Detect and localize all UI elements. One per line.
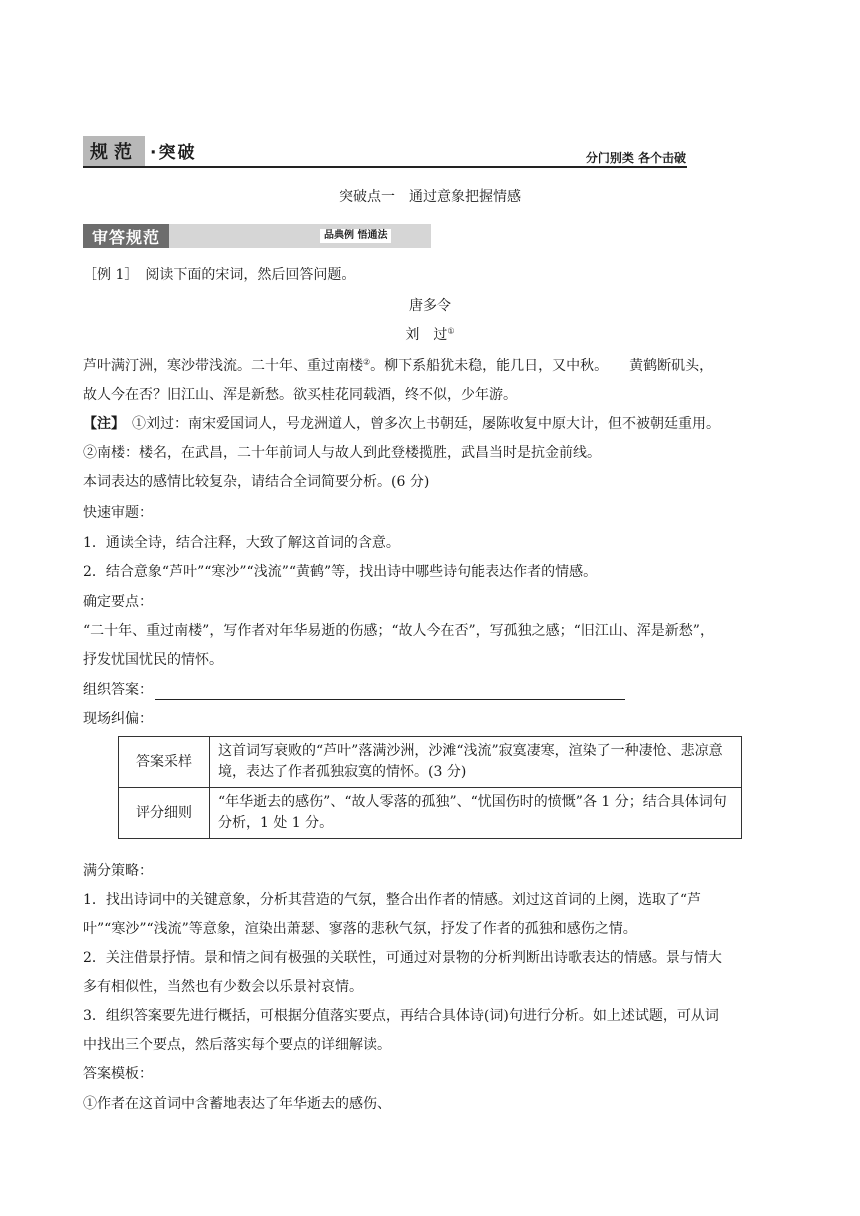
breakthrough-title: 突破点一 通过意象把握情感 <box>339 189 521 205</box>
strategy-3-line-2: 中找出三个要点，然后落实每个要点的详细解读。 <box>83 1037 391 1053</box>
poem-line-2: 故人今在否？旧江山、浑是新愁。欲买桂花同载酒，终不似，少年游。 <box>83 387 517 403</box>
key-points-line-1: “二十年、重过南楼”，写作者对年华易逝的伤感；“故人今在否”，写孤独之感；“旧江山、浑是新愁”， <box>83 623 714 639</box>
header-rule <box>83 166 687 168</box>
note-2: ②南楼：楼名，在武昌，二十年前词人与故人到此登楼揽胜，武昌当时是抗金前线。 <box>83 445 601 461</box>
answer-blank[interactable] <box>155 685 625 700</box>
strategy-1-line-2: 叶”“寒沙”“浅流”等意象，渲染出萧瑟、寥落的悲秋气氛，抒发了作者的孤独和感伤之情。 <box>83 921 637 937</box>
template-line-1: ①作者在这首词中含蓄地表达了年华逝去的感伤、 <box>83 1096 391 1112</box>
shenda-strip <box>169 224 431 248</box>
quick-review-item-1: 1．通读全诗，结合注释，大致了解这首词的含意。 <box>83 535 400 551</box>
poem-author: 刘 过① <box>405 326 455 343</box>
shenda-tag: 品典例 悟通法 <box>320 229 391 243</box>
key-points-line-2: 抒发忧国忧民的情怀。 <box>83 652 223 668</box>
poem-line-1: 芦叶满汀洲，寒沙带浅流。二十年、重过南楼②。柳下系船犹未稳，能几日，又中秋。 黄鹤断矶头， <box>83 357 714 374</box>
shenda-label: 审答规范 <box>83 224 169 248</box>
section-badge: 规范 <box>83 136 145 166</box>
strategy-3-line-1: 3．组织答案要先进行概括，可根据分值落实要点，再结合具体诗(词)句进行分析。如上述试题，可从词 <box>83 1008 719 1024</box>
note-1: 【注】 ①刘过：南宋爱国词人，号龙洲道人，曾多次上书朝廷，屡陈收复中原大计，但不被朝廷重用。 <box>83 416 720 432</box>
key-points-label: 确定要点： <box>83 594 153 610</box>
table-row <box>119 788 742 839</box>
table-cell-label: 答案采样 <box>119 737 210 788</box>
grading-table <box>118 736 742 839</box>
strategy-1-line-1: 1．找出诗词中的关键意象，分析其营造的气氛，整合出作者的情感。刘过这首词的上阕，选取了“芦 <box>83 892 702 908</box>
strategy-2-line-2: 多有相似性，当然也有少数会以乐景衬哀情。 <box>83 979 363 995</box>
organize-answer: 组织答案： <box>83 680 777 700</box>
table-cell-label: 评分细则 <box>119 788 210 839</box>
quick-review-item-2: 2．结合意象“芦叶”“寒沙”“浅流”“黄鹤”等，找出诗中哪些诗句能表达作者的情感。 <box>83 564 598 580</box>
table-row <box>119 737 742 788</box>
section-subheading: 分门别类 各个击破 <box>585 151 686 165</box>
poem-title: 唐多令 <box>409 298 451 314</box>
example-intro: ［例 1］ 阅读下面的宋词，然后回答问题。 <box>83 267 356 283</box>
section-heading: ·突破 <box>150 143 197 163</box>
template-label: 答案模板： <box>83 1066 153 1082</box>
correction-label: 现场纠偏： <box>83 711 153 727</box>
table-cell-text: 这首词写衰败的“芦叶”落满沙洲，沙滩“浅流”寂寞凄寒，渲染了一种凄怆、悲凉意境，表达了作者孤独寂寞的情怀。(3 分) <box>210 737 742 788</box>
strategy-2-line-1: 2．关注借景抒情。景和情之间有极强的关联性，可通过对景物的分析判断出诗歌表达的情感。景与情大 <box>83 950 722 966</box>
strategy-label: 满分策略： <box>83 863 153 879</box>
table-cell-text: “年华逝去的感伤”、“故人零落的孤独”、“忧国伤时的愤慨”各 1 分；结合具体词句分析，1 处 1 分。 <box>210 788 742 839</box>
question: 本词表达的感情比较复杂，请结合全词简要分析。(6 分) <box>83 474 430 490</box>
quick-review-label: 快速审题： <box>83 505 153 521</box>
